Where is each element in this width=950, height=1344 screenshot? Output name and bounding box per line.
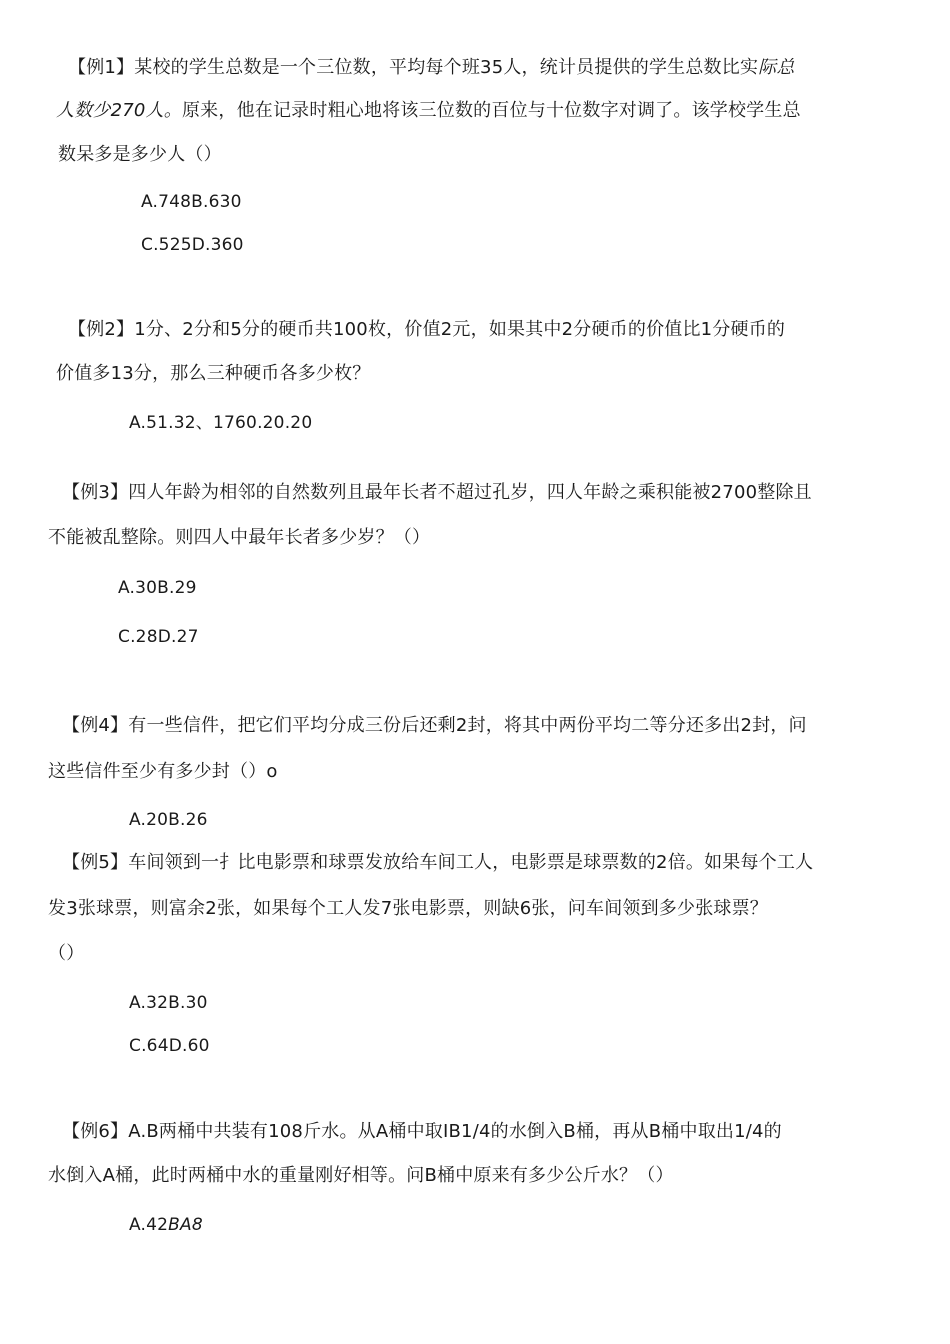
problem-1-line-2-text: 原来，他在记录时粗心地将该三位数的百位与十位数字对调了。该学校学生总 xyxy=(181,100,801,121)
problem-1-option-cd: C.525D.360 xyxy=(141,235,244,255)
problem-2-line-2: 价值多13分，那么三种硬币各多少枚？ xyxy=(56,363,371,384)
problem-2-line-1: 【例2】1分、2分和5分的硬币共100枚，价值2元，如果其中2分硬币的价值比1分硬币的 xyxy=(68,319,786,340)
problem-1-line-1 xyxy=(68,56,795,80)
problem-3-option-cd: C.28D.27 xyxy=(118,627,199,647)
problem-3-line-1: 【例3】四人年龄为相邻的自然数列且最年长者不超过孔岁，四人年龄之乘积能被2700整除且 xyxy=(62,482,812,503)
problem-1-line-1-italic: 际总 xyxy=(758,57,795,78)
problem-5-line-2: 发3张球票，则富余2张，如果每个工人发7张电影票，则缺6张，问车间领到多少张球票？ xyxy=(48,898,769,919)
problem-2-option-ab: A.51.32、1760.20.20 xyxy=(129,413,313,433)
problem-4-line-1: 【例4】有一些信件，把它们平均分成三份后还剩2封，将其中两份平均二等分还多出2封，问 xyxy=(62,715,807,736)
problem-3-option-ab: A.30B.29 xyxy=(118,578,197,598)
problem-6-line-2: 水倒入A桶，此时两桶中水的重量刚好相等。问B桶中原来有多少公斤水？（） xyxy=(48,1165,674,1186)
problem-5-line-3: （） xyxy=(48,943,85,964)
problem-1-line-1-text: 【例1】某校的学生总数是一个三位数，平均每个班35人，统计员提供的学生总数比实 xyxy=(68,57,759,78)
problem-1-line-2 xyxy=(56,99,801,123)
problem-6-option-ab xyxy=(129,1213,203,1237)
problem-5-option-ab: A.32B.30 xyxy=(129,993,208,1013)
problem-3-line-2: 不能被乱整除。则四人中最年长者多少岁？（） xyxy=(48,527,431,548)
problem-4-option-ab: A.20B.26 xyxy=(129,810,208,830)
problem-6-line-1: 【例6】A.B两桶中共装有108斤水。从A桶中取IB1/4的水倒入B桶，再从B桶中取出1/4的 xyxy=(62,1121,782,1142)
problem-1-option-ab: A.748B.630 xyxy=(141,192,242,212)
problem-4-line-2: 这些信件至少有多少封（）o xyxy=(48,761,278,782)
problem-5-option-cd: C.64D.60 xyxy=(129,1036,210,1056)
problem-6-option-a: A.42 xyxy=(129,1215,169,1235)
problem-6-option-italic: BA8 xyxy=(168,1215,203,1235)
problem-1-line-3: 数呆多是多少人（） xyxy=(58,144,222,165)
problem-1-line-2-italic: 人数少270人。 xyxy=(56,100,182,121)
problem-5-line-1: 【例5】车间领到一扌比电影票和球票发放给车间工人，电影票是球票数的2倍。如果每个工人 xyxy=(62,852,814,873)
